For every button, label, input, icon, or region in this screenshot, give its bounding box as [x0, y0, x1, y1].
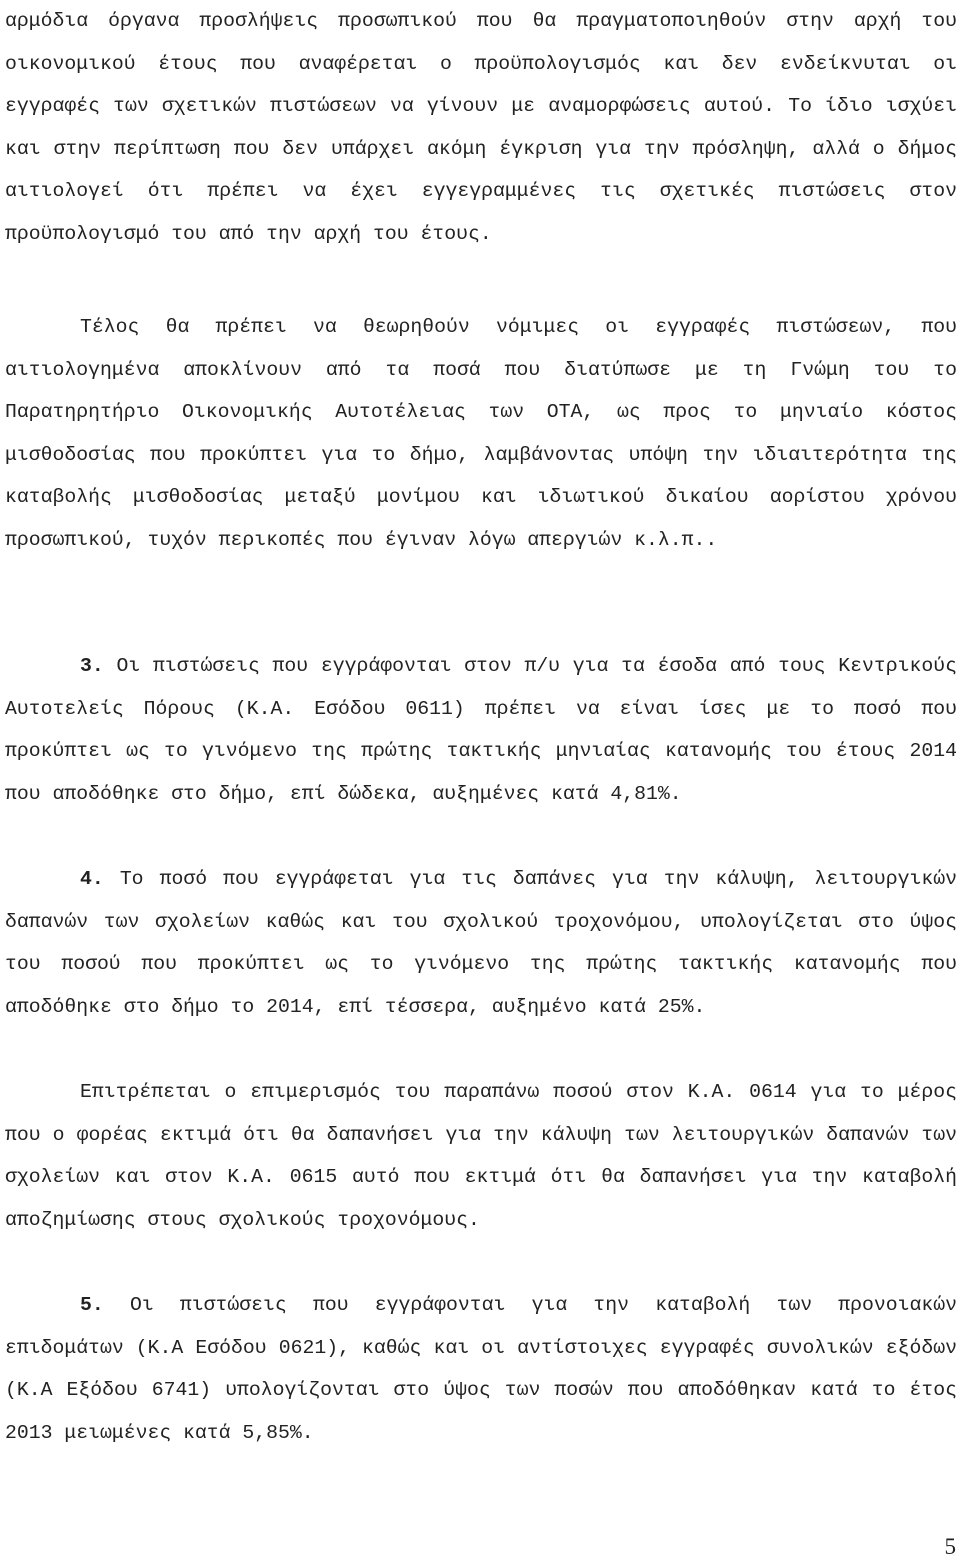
item-number: 5.	[80, 1294, 104, 1316]
paragraph-text: Οι πιστώσεις που εγγράφονται για την καταβολή των προνοιακών επιδομάτων (Κ.Α Εσόδου 0621), καθώς και οι αντίστοιχες εγγραφές συνολικών εξόδων (Κ.Α Εξόδου 6741) υπολογίζονται στο ύψος των ποσών που αποδόθηκαν κατά το έτος 2013 μειωμένες κατά 5,85%.	[5, 1294, 957, 1444]
paragraph-text: Οι πιστώσεις που εγγράφονται στον π/υ για τα έσοδα από τους Κεντρικούς Αυτοτελείς Πόρους (Κ.Α. Εσόδου 0611) πρέπει να είναι ίσες με το ποσό που προκύπτει ως το γινόμενο της πρώτης τακτικής μηνιαίας κατανομής του έτους 2014 που αποδόθηκε στο δήμο, επί δώδεκα, αυξημένες κατά 4,81%.	[5, 655, 958, 805]
item-number: 3.	[80, 655, 104, 677]
paragraph-text: Το ποσό που εγγράφεται για τις δαπάνες για την κάλυψη, λειτουργικών δαπανών των σχολείων καθώς και του σχολικού τροχονόμου, υπολογίζεται στο ύψος του ποσού που προκύπτει ως το γινόμενο της πρώτης τακτικής κατανομής που αποδόθηκε στο δήμο το 2014, επί τέσσερα, αυξημένο κατά 25%.	[5, 868, 957, 1018]
page-number: 5	[944, 1534, 956, 1559]
paragraph-continuation	[5, 0, 957, 256]
item-number: 4.	[80, 868, 104, 890]
paragraph-allocation	[5, 1071, 957, 1241]
paragraph-text: Τέλος θα πρέπει να θεωρηθούν νόμιμες οι εγγραφές πιστώσεων, που αιτιολογημένα αποκλίνουν από τα ποσά που διατύπωσε με τη Γνώμη του το Παρατηρητήριο Οικονομικής Αυτοτέλειας των ΟΤΑ, ως προς το μηνιαίο κόστος μισθοδοσίας που προκύπτει για το δήμο, λαμβάνοντας υπόψη την ιδιαιτερότητα της καταβολής μισθοδοσίας μεταξύ μονίμου και ιδιωτικού δικαίου αορίστου χρόνου προσωπικού, τυχόν περικοπές που έγιναν λόγω απεργιών κ.λ.π..	[5, 316, 957, 551]
paragraph-item-4	[5, 858, 957, 1028]
paragraph-text: Επιτρέπεται ο επιμερισμός του παραπάνω ποσού στον Κ.Α. 0614 για το μέρος που ο φορέας εκτιμά ότι θα δαπανήσει για την κάλυψη των λειτουργικών δαπανών των σχολείων και στον Κ.Α. 0615 αυτό που εκτιμά ότι θα δαπανήσει για την καταβολή αποζημίωσης στους σχολικούς τροχονόμους.	[5, 1081, 957, 1231]
paragraph-text: αρμόδια όργανα προσλήψεις προσωπικού που θα πραγματοποιηθούν στην αρχή του οικονομικού έτους που αναφέρεται ο προϋπολογισμός και δεν ενδείκνυται οι εγγραφές των σχετικών πιστώσεων να γίνουν με αναμορφώσεις αυτού. Το ίδιο ισχύει και στην περίπτωση που δεν υπάρχει ακόμη έγκριση για την πρόσληψη, αλλά ο δήμος αιτιολογεί ότι πρέπει να έχει εγγεγραμμένες τις σχετικές πιστώσεις στον προϋπολογισμό του από την αρχή του έτους.	[5, 10, 957, 245]
paragraph-item-3	[5, 645, 957, 815]
paragraph-item-5	[5, 1284, 957, 1454]
paragraph-validity	[5, 306, 957, 562]
